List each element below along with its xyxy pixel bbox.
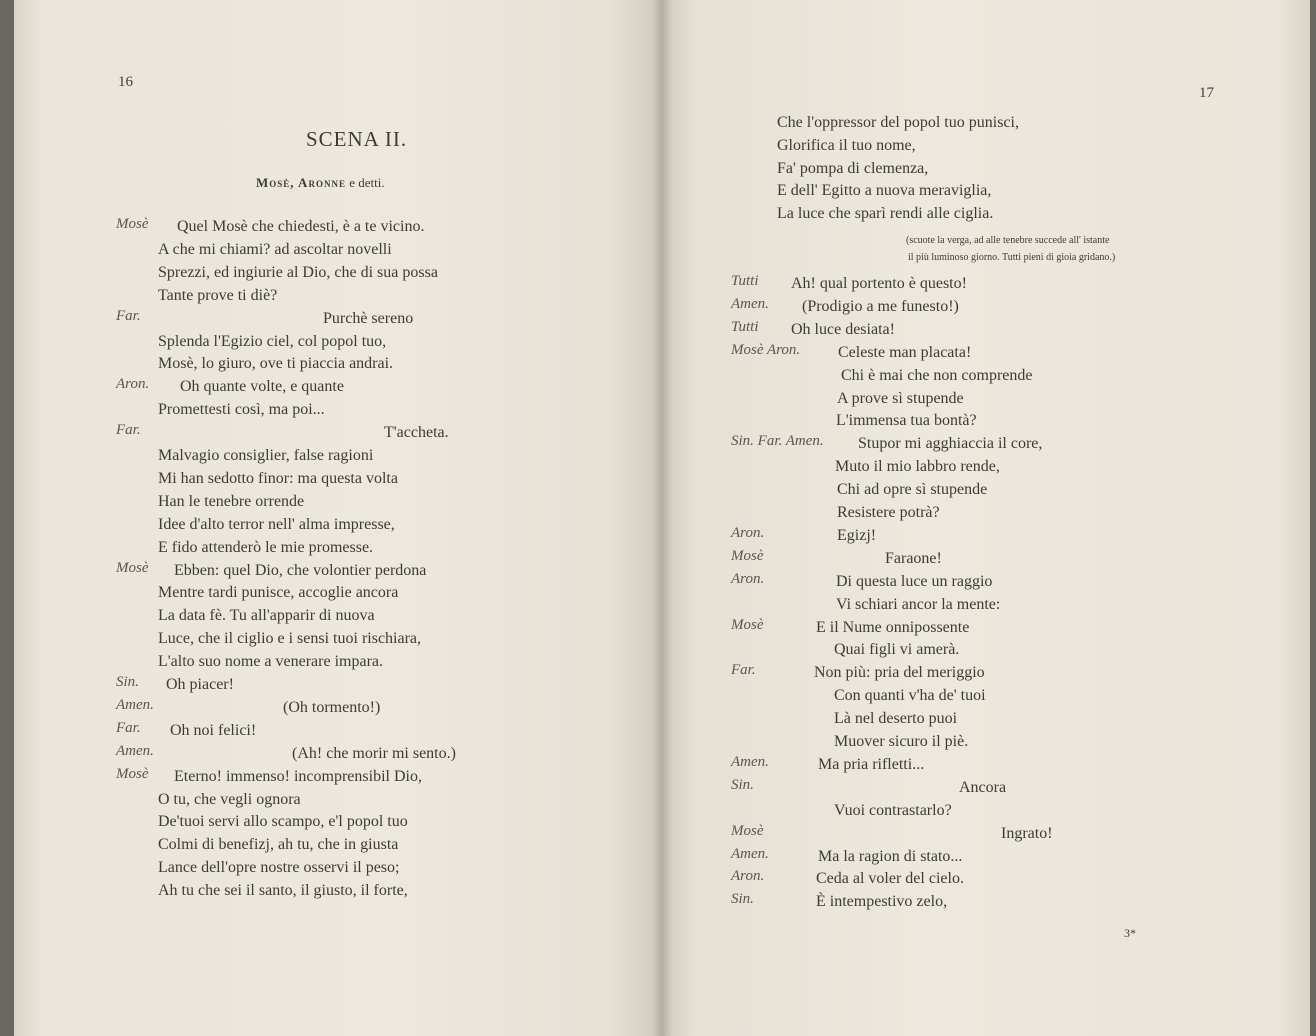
speaker-label: Sin. (731, 777, 754, 793)
speaker-label: Mosè (731, 617, 764, 633)
verse-line: Fa' pompa di clemenza, (777, 160, 929, 177)
verse-line: Mentre tardi punisce, accoglie ancora (158, 584, 399, 601)
verse-line: Oh quante volte, e quante (180, 378, 344, 395)
stage-direction-line: il più luminoso giorno. Tutti pieni di gioia gridano.) (908, 252, 1116, 263)
verse-line: Ebben: quel Dio, che volontier perdona (174, 562, 427, 579)
verse-line: Mosè, lo giuro, ove ti piaccia andrai. (158, 355, 394, 372)
verse-line: L'immensa tua bontà? (836, 412, 977, 429)
speaker-label: Aron. (116, 376, 150, 392)
verse-line: A prove sì stupende (837, 390, 964, 407)
verse-line: A che mi chiami? ad ascoltar novelli (158, 241, 392, 258)
speaker-label: Tutti (731, 273, 759, 289)
verse-line: T'accheta. (384, 424, 449, 441)
verse-line: Là nel deserto puoi (834, 710, 958, 727)
verse-line: Lance dell'opre nostre osservi il peso; (158, 859, 400, 876)
verse-line: La luce che sparì rendi alle ciglia. (777, 205, 994, 222)
speaker-label: Aron. (731, 571, 765, 587)
speaker-label: Sin. (116, 674, 139, 690)
verse-line: Ceda al voler del cielo. (816, 870, 964, 887)
verse-line: (Prodigio a me funesto!) (802, 298, 959, 315)
verse-line: Ma la ragion di stato... (818, 848, 963, 865)
verse-line: Ah! qual portento è questo! (791, 275, 967, 292)
verse-line: Purchè sereno (323, 310, 414, 327)
verse-line: Malvagio consiglier, false ragioni (158, 447, 374, 464)
speaker-label: Aron. (731, 868, 765, 884)
scene-title: SCENA II. (306, 127, 408, 151)
verse-line: Egizj! (837, 527, 877, 544)
verse-line: Tante prove ti diè? (158, 287, 278, 304)
speaker-label: Amen. (116, 743, 154, 759)
speaker-label: Amen. (731, 754, 769, 770)
scene-suffix: e detti. (349, 175, 385, 190)
verse-line: Faraone! (885, 550, 942, 567)
speaker-label: Amen. (116, 697, 154, 713)
speaker-label: Aron. (731, 525, 765, 541)
verse-line: Vi schiari ancor la mente: (836, 596, 1001, 613)
page-number-left: 16 (118, 74, 133, 90)
speaker-label: Amen. (731, 846, 769, 862)
verse-line: Ah tu che sei il santo, il giusto, il forte, (158, 882, 408, 899)
verse-line: Celeste man placata! (838, 344, 972, 361)
verse-line: De'tuoi servi allo scampo, e'l popol tuo (158, 813, 408, 830)
speaker-label: Sin. Far. Amen. (731, 433, 824, 449)
verse-line: L'alto suo nome a venerare impara. (158, 653, 384, 670)
verse-line: Ancora (959, 779, 1007, 796)
speaker-label: Far. (731, 662, 756, 678)
verse-line: Ingrato! (1001, 825, 1053, 842)
speaker-label: Mosè Aron. (731, 342, 801, 358)
verse-line: Eterno! immenso! incomprensibil Dio, (174, 768, 422, 785)
verse-line: E il Nume onnipossente (816, 619, 970, 636)
speaker-label: Mosè (731, 823, 764, 839)
verse-line: Muover sicuro il piè. (834, 733, 969, 750)
scene-characters: Mosè, Aronne (256, 175, 346, 190)
verse-line: Chi ad opre sì stupende (837, 481, 988, 498)
verse-line: Promettesti così, ma poi... (158, 401, 325, 418)
verse-line: È intempestivo zelo, (816, 893, 948, 910)
verse-line: Luce, che il ciglio e i sensi tuoi rischiara, (158, 630, 422, 647)
speaker-label: Mosè (116, 216, 149, 232)
verse-line: Mi han sedotto finor: ma questa volta (158, 470, 398, 487)
verse-line: Han le tenebre orrende (158, 493, 305, 510)
verse-line: Glorifica il tuo nome, (777, 137, 916, 154)
speaker-label: Mosè (116, 766, 149, 782)
speaker-label: Tutti (731, 319, 759, 335)
speaker-label: Amen. (731, 296, 769, 312)
verse-line: Ma pria rifletti... (818, 756, 925, 773)
verse-line: E fido attenderò le mie promesse. (158, 539, 374, 556)
speaker-label: Mosè (731, 548, 764, 564)
verse-line: Sprezzi, ed ingiurie al Dio, che di sua possa (158, 264, 438, 281)
verse-line: Oh piacer! (166, 676, 234, 693)
verse-line: Chi è mai che non comprende (841, 367, 1033, 384)
verse-line: Quai figli vi amerà. (834, 641, 960, 658)
scene-subtitle (256, 175, 385, 191)
verse-line: Colmi di benefizj, ah tu, che in giusta (158, 836, 399, 853)
verse-line: Che l'oppressor del popol tuo punisci, (777, 114, 1019, 131)
speaker-label: Far. (116, 422, 141, 438)
verse-line: O tu, che vegli ognora (158, 791, 301, 808)
verse-line: E dell' Egitto a nuova meraviglia, (777, 182, 992, 199)
verse-line: Resistere potrà? (837, 504, 940, 521)
verse-line: Di questa luce un raggio (836, 573, 993, 590)
verse-line: Con quanti v'ha de' tuoi (834, 687, 986, 704)
verse-line: Vuoi contrastarlo? (834, 802, 952, 819)
speaker-label: Far. (116, 308, 141, 324)
speaker-label: Far. (116, 720, 141, 736)
verse-line: (Ah! che morir mi sento.) (292, 745, 456, 762)
stage-direction-line: (scuote la verga, ad alle tenebre succede all' istante (906, 235, 1110, 246)
verse-line: Oh luce desiata! (791, 321, 895, 338)
page-number-right: 17 (1199, 85, 1214, 101)
book-gutter (652, 0, 672, 1036)
speaker-label: Sin. (731, 891, 754, 907)
speaker-label: Mosè (116, 560, 149, 576)
signature-mark: 3* (1124, 926, 1136, 940)
verse-line: Quel Mosè che chiedesti, è a te vicino. (177, 218, 425, 235)
verse-line: Stupor mi agghiaccia il core, (858, 435, 1043, 452)
verse-line: Idee d'alto terror nell' alma impresse, (158, 516, 395, 533)
verse-line: Non più: pria del meriggio (814, 664, 985, 681)
verse-line: Splenda l'Egizio ciel, col popol tuo, (158, 333, 387, 350)
verse-line: Oh noi felici! (170, 722, 257, 739)
verse-line: La data fè. Tu all'apparir di nuova (158, 607, 375, 624)
verse-line: (Oh tormento!) (283, 699, 381, 716)
verse-line: Muto il mio labbro rende, (835, 458, 1000, 475)
